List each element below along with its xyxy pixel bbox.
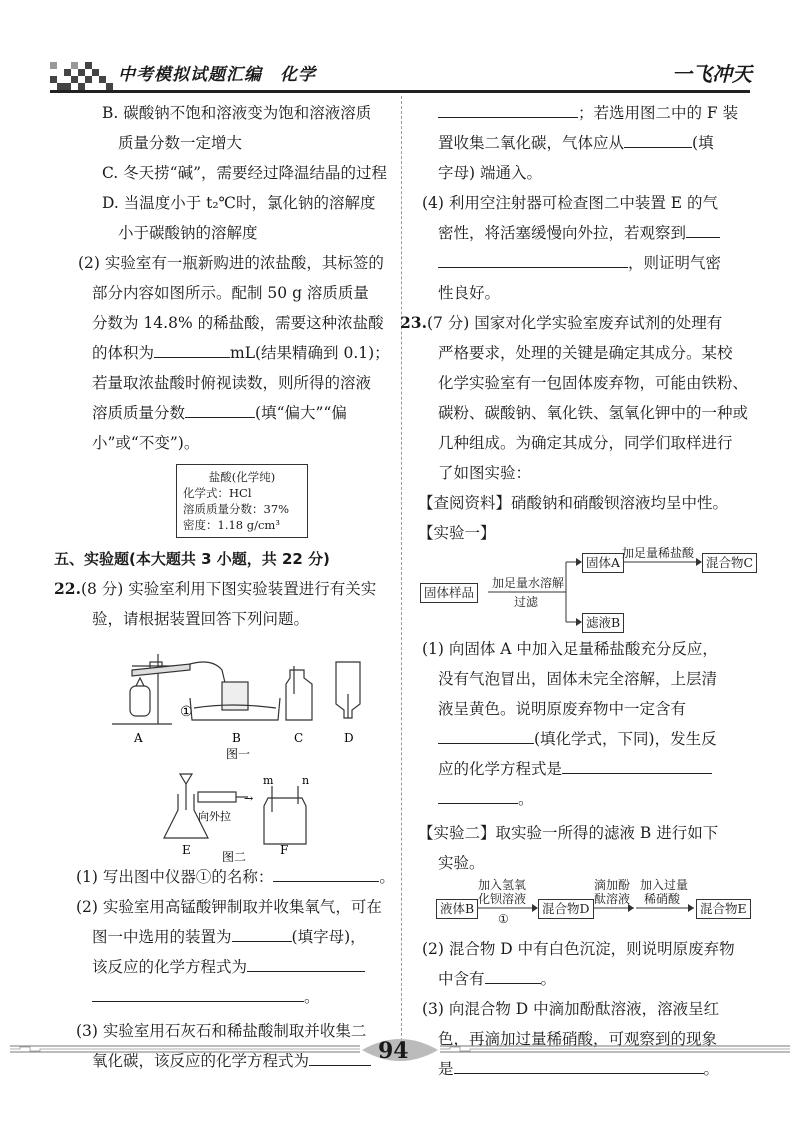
- acid-label-fraction: 溶质质量分数：37%: [183, 502, 290, 516]
- q22-p1: [72, 862, 395, 892]
- flow1-mix-c-box: 混合物C: [702, 553, 757, 573]
- q22-p2-hint: (填字母)，: [291, 928, 366, 946]
- airtight-blank-2[interactable]: [438, 249, 628, 268]
- fig-port-n: n: [302, 774, 310, 787]
- q22-p4-text2: 密性，将活塞缓慢向外拉，若观察到: [438, 224, 687, 242]
- experiment2-flowchart: [418, 878, 753, 934]
- right-column: [400, 98, 754, 1084]
- flow2-ba-marker: ①: [498, 912, 509, 926]
- q22-p3-line1: (3) 实验室用石灰石和稀盐酸制取并收集二: [76, 1022, 367, 1040]
- q23-text1: (7 分) 国家对化学实验室废弃试剂的处理有: [426, 314, 723, 332]
- co2-equation-blank-2[interactable]: [438, 99, 578, 118]
- q23-exp2-line1: 【实验二】取实验一所得的滤液 B 进行如下: [418, 824, 719, 842]
- flow2-hno3-label2: 稀硝酸: [644, 892, 681, 906]
- option-b-line1: B. 碳酸钠不饱和溶液变为饱和溶液溶质: [102, 104, 372, 122]
- q23-p1-line5: [418, 754, 753, 784]
- option-d-line2: 小于碳酸钠的溶解度: [118, 224, 258, 242]
- acid-label-formula: 化学式：HCl: [183, 486, 252, 500]
- header-title: 中考模拟试题汇编 化学: [118, 65, 316, 85]
- q23-p1-text5: 应的化学方程式是: [438, 760, 563, 778]
- q23-p3-text3: 是: [438, 1060, 454, 1078]
- fig-label-e: E: [182, 843, 191, 857]
- q22-p2-prompt: 图一中选用的装置为: [92, 928, 232, 946]
- q21-2-line6: [72, 398, 392, 428]
- fig-port-m: m: [263, 774, 274, 787]
- q23-line2: 严格要求，处理的关键是确定其成分。某校: [438, 344, 733, 362]
- volume-unit: mL(结果精确到 0.1)；: [230, 344, 390, 362]
- phenomenon-blank[interactable]: [454, 1055, 704, 1074]
- q21-2-line5: 若量取浓盐酸时俯视读数，则所得的溶液: [92, 374, 372, 392]
- oxygen-apparatus-blank[interactable]: [232, 923, 292, 942]
- header-checker-decoration: [50, 62, 114, 90]
- fig-pull-label: 向外拉: [198, 810, 231, 823]
- flow2-liquid-b-box: 液体B: [436, 899, 478, 919]
- oxygen-equation-blank-1[interactable]: [247, 953, 365, 972]
- q23-p1-line3: 液呈黄色。说明原废弃物中一定含有: [438, 700, 687, 718]
- fraction-answer-blank[interactable]: [185, 399, 255, 418]
- option-b-line2: 质量分数一定增大: [118, 134, 243, 152]
- q22-cont-line1: [418, 98, 753, 128]
- flow2-phen-label2: 酞溶液: [594, 892, 631, 906]
- flow2-mix-e-box: 混合物E: [696, 899, 751, 919]
- q23-p1-period: 。: [518, 790, 534, 808]
- fig-label-a: A: [134, 731, 143, 745]
- acid-label-box: [176, 464, 308, 538]
- column-divider: [401, 96, 402, 1046]
- q22-p4-text3: ，则证明气密: [628, 254, 722, 272]
- q23-p1-text4: (填化学式，下同)，发生反: [534, 730, 717, 748]
- reaction-equation-blank-1[interactable]: [562, 755, 712, 774]
- flow1-solid-a-box: 固体A: [582, 553, 624, 573]
- q23-exp1-heading: 【实验一】: [418, 524, 496, 542]
- q22-cont-line2: [418, 128, 753, 158]
- gas-inlet-blank[interactable]: [624, 129, 692, 148]
- q21-2-line2: 部分内容如图所示。配制 50 g 溶质质量: [92, 284, 369, 302]
- volume-answer-blank[interactable]: [154, 339, 230, 358]
- q23-p3-line3: [418, 1054, 753, 1084]
- q22-intro-line1: (8 分) 实验室利用下图实验装置进行有关实: [80, 580, 377, 598]
- q22-cont-text1: ；若选用图二中的 F 装: [578, 104, 739, 122]
- fig2-caption: 图二: [222, 850, 247, 862]
- fig-label-f: F: [280, 843, 289, 857]
- q21-2-line1: (2) 实验室有一瓶新购进的浓盐酸，其标签的: [78, 254, 384, 272]
- svg-text:→: →: [244, 792, 254, 805]
- flow1-sample-box: 固体样品: [420, 583, 478, 603]
- reaction-equation-blank-2[interactable]: [438, 785, 518, 804]
- q23-p3-period: 。: [703, 1060, 720, 1078]
- airtight-blank-1[interactable]: [686, 219, 720, 238]
- flow1-filter-label: 过滤: [514, 595, 539, 609]
- q23-p1-line2: 没有气泡冒出，固体未完全溶解，上层清: [438, 670, 718, 688]
- q22-p2-line3: [72, 952, 392, 982]
- q22-p2-line4: [72, 982, 392, 1012]
- q22-number: 22.: [54, 579, 81, 598]
- fraction-options: (填“偏大”“偏: [255, 404, 347, 422]
- q22-intro: [54, 574, 392, 604]
- q22-p2-equation-prompt: 该反应的化学方程式为: [92, 958, 248, 976]
- fig1-caption: 图一: [226, 747, 251, 761]
- instrument-name-blank[interactable]: [273, 863, 379, 882]
- q23-p2-period: 。: [540, 970, 557, 988]
- q23-p3-line1: (3) 向混合物 D 中滴加酚酞溶液，溶液呈红: [422, 1000, 720, 1018]
- fig-label-d: D: [344, 731, 354, 745]
- q22-intro-line2: 验，请根据装置回答下列问题。: [92, 610, 310, 628]
- fig-label-c: C: [294, 731, 304, 745]
- header-brand: 一飞冲天: [672, 62, 752, 86]
- q23-p3-line2: 色，再滴加过量稀硝酸，可观察到的现象: [438, 1030, 718, 1048]
- q23-p1-line1: (1) 向固体 A 中加入足量稀盐酸充分反应，: [422, 640, 718, 658]
- q22-p2-line1: (2) 实验室用高锰酸钾制取并收集氧气，可在: [76, 898, 382, 916]
- figure-marker: ①: [180, 704, 193, 720]
- flow2-mix-d-box: 混合物D: [538, 899, 594, 919]
- q23-p2-line2: [418, 964, 753, 994]
- flow2-phen-label1: 滴加酚: [594, 878, 631, 892]
- oxygen-equation-blank-2[interactable]: [92, 983, 304, 1002]
- q22-p2-line2: [72, 922, 392, 952]
- q22-cont-line3: 字母) 端通入。: [438, 164, 542, 182]
- flow2-hno3-label1: 加入过量: [640, 878, 689, 892]
- option-c: C. 冬天捞“碱”，需要经过降温结晶的过程: [102, 164, 388, 182]
- q22-p4-line4: 性良好。: [438, 284, 501, 302]
- q23-p2-text2: 中含有: [438, 970, 485, 988]
- q23-line5: 几种组成。为确定其成分，同学们取样进行: [438, 434, 733, 452]
- q23-p2-line1: (2) 混合物 D 中有白色沉淀，则说明原废弃物: [422, 940, 735, 958]
- q23-line3: 化学实验室有一包固体废弃物，可能由铁粉、: [438, 374, 749, 392]
- q23-line6: 了如图实验：: [438, 464, 532, 482]
- q22-p1-period: 。: [379, 868, 395, 886]
- flow1-water-label: 加足量水溶解: [492, 576, 565, 590]
- fig-label-b: B: [232, 731, 241, 745]
- acid-label-title: 盐酸(化学纯): [208, 470, 276, 484]
- q21-2-line3: 分数为 14.8% 的稀盐酸，需要这种浓盐酸: [92, 314, 384, 332]
- q23-line4: 碳粉、碳酸钠、氧化铁、氢氧化钾中的一种或: [438, 404, 749, 422]
- header-rule: [50, 90, 750, 93]
- q22-p2-period: 。: [304, 988, 320, 1006]
- q22-p4-line2: [418, 218, 753, 248]
- q23-exp2-line2: 实验。: [438, 854, 485, 872]
- q22-p1-prompt: (1) 写出图中仪器①的名称：: [76, 868, 274, 886]
- option-d-line1: D. 当温度小于 t₂℃时，氯化钠的溶解度: [102, 194, 376, 212]
- q21-2-line4: [72, 338, 392, 368]
- page-number: 94: [378, 1038, 409, 1064]
- q23-p1-line6: [418, 784, 753, 814]
- experiment1-flowchart: [418, 548, 753, 634]
- q22-cont-text2b: (填: [692, 134, 714, 152]
- q22-p4-line1: (4) 利用空注射器可检查图二中装置 E 的气: [422, 194, 719, 212]
- q22-cont-text2: 置收集二氧化碳，气体应从: [438, 134, 625, 152]
- waste-component-blank[interactable]: [485, 965, 541, 984]
- acid-label-density: 密度：1.18 g/cm³: [183, 518, 280, 532]
- q23-line1: [400, 308, 753, 338]
- flow1-filtrate-b-box: 滤液B: [582, 613, 624, 633]
- waste-formula-blank[interactable]: [438, 725, 534, 744]
- apparatus-figure: [72, 634, 392, 862]
- flow1-acid-label: 加足量稀盐酸: [622, 546, 695, 560]
- q23-reference: 【查阅资料】硝酸钠和硝酸钡溶液均呈中性。: [418, 494, 729, 512]
- q23-p1-line4: [418, 724, 753, 754]
- q22-p4-line3: [418, 248, 753, 278]
- flow2-ba-label2: 化钡溶液: [478, 892, 527, 906]
- q21-2-line7: 小”或“不变”)。: [92, 434, 200, 452]
- q22-figures: [72, 634, 392, 862]
- section-heading: 五、实验题(本大题共 3 小题，共 22 分): [54, 550, 330, 568]
- volume-prompt: 的体积为: [92, 344, 155, 362]
- q23-number: 23.: [400, 313, 427, 332]
- q22-p3-prompt: 氧化碳，该反应的化学方程式为: [92, 1052, 310, 1070]
- flow2-ba-label1: 加入氢氧: [478, 878, 527, 892]
- fraction-prompt: 溶质质量分数: [92, 404, 186, 422]
